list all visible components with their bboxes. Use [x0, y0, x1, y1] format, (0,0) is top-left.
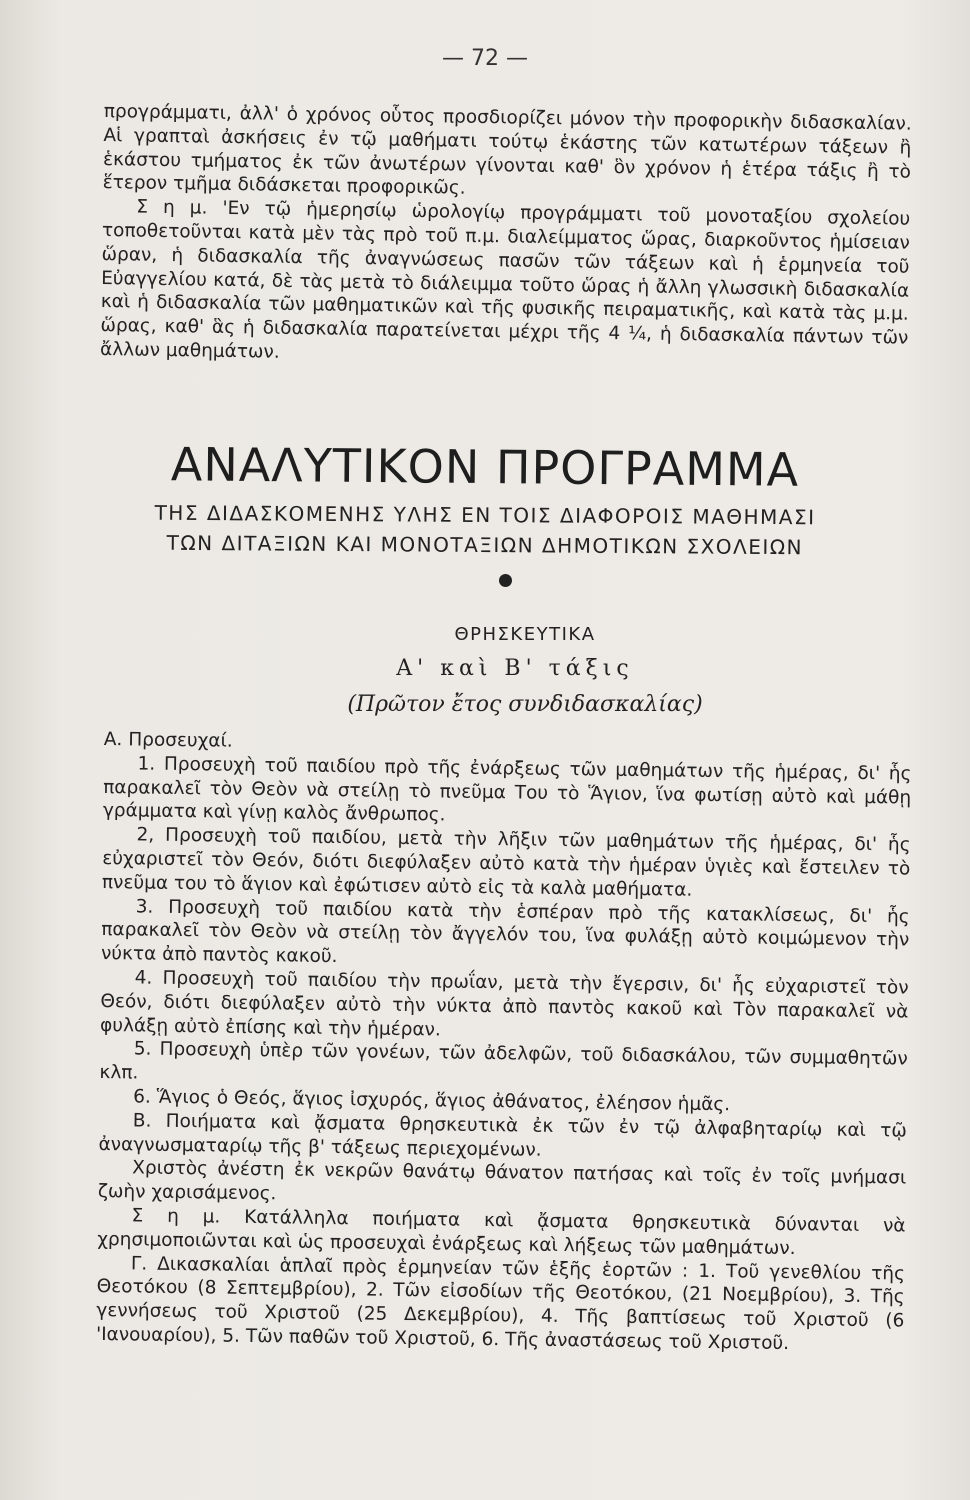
prayer-item-3: 3. Προσευχὴ τοῦ παιδίου κατὰ τὴν ἑσπέραν πρὸ τῆς κατακλίσεως, δι' ἧς παρακαλεῖ τὸν Θεὸν νὰ στείλῃ τὸν ἄγγελόν του, ἵνα φυλάξῃ αὐτὸ κοιμώμενον τὴν νύκτα ἀπὸ παντὸς κακοῦ. — [100, 896, 910, 968]
subtitle — [0, 497, 970, 564]
subtitle-line-2: ΤΩΝ ΔΙΤΑΞΙΩΝ ΚΑΙ ΜΟΝΟΤΑΞΙΩΝ ΔΗΜΟΤΙΚΩΝ ΣΧΟΛΕΙΩΝ — [166, 530, 804, 560]
intro-text — [100, 100, 912, 374]
prayer-item-1: 1. Προσευχὴ τοῦ παιδίου πρὸ τῆς ἐνάρξεως τῶν μαθημάτων τῆς ἡμέρας, δι' ἧς παρακαλεῖ τὸν Θεὸν νὰ στείλῃ τὸ πνεῦμα Του τὸ Ἅγιον, ἵνα φωτίσῃ αὐτὸ καὶ μάθῃ γράμματα καὶ γίνῃ καλὸς ἄνθρωπος. — [102, 753, 912, 826]
main-title: ΑΝΑΛΥΤΙΚΟΝ ΠΡΟΓΡΑΜΜΑ — [170, 437, 800, 497]
prayer-item-6: 6. Ἅγιος ὁ Θεός, ἅγιος ἰσχυρός, ἅγιος ἀθάνατος, ἐλέησον ἡμᾶς. — [133, 1086, 731, 1116]
section-c-text: Γ. Δικασκαλίαι ἁπλαῖ πρὸς ἑρμηνείαν τῶν ἑξῆς ἑορτῶν : 1. Τοῦ γενεθλίου τῆς Θεοτόκου (8 Σεπτεμβρίου), 2. Τῶν εἰσοδίων τῆς Θεοτόκου, (21 Νοεμβρίου), 3. Τῆς γεννήσεως τοῦ Χριστοῦ (25 Δεκεμβρίου), 4. Τῆς βαπτίσεως τοῦ Χριστοῦ (6 'Ιανουαρίου), 5. Τῶν παθῶν τοῦ Χριστοῦ, 6. Τῆς ἀναστάσεως τοῦ Χριστοῦ. — [95, 1252, 906, 1354]
prayer-item-4: 4. Προσευχὴ τοῦ παιδίου τὴν πρωΐαν, μετὰ τὴν ἔγερσιν, δι' ἧς εὐχαριστεῖ τὸν Θεόν, διότι διεφύλαξεν αὐτὸ τὴν νύκτα ἀπὸ παντὸς κακοῦ καὶ Τὸν παρακαλεῖ νὰ φυλάξῃ αὐτὸ ἐπίσης καὶ τὴν ἡμέραν. — [99, 967, 909, 1040]
hymn-text: Χριστὸς ἀνέστη ἐκ νεκρῶν θανάτῳ θάνατον πατήσας καὶ τοῖς ἐν τοῖς μνήμασι ζωὴν χαρισάμενος. — [97, 1157, 907, 1205]
intro-note: Σ η μ. 'Εν τῷ ἡμερησίῳ ὡρολογίῳ προγράμματι τοῦ μονοταξίου σχολείου τοποθετοῦνται κατὰ μὲν τὰς πρὸ τοῦ π.μ. διαλείμματος ὥρας, διαρκοῦντος ἡμίσειαν ὥραν, ἡ διδασκαλία τῆς ἀναγνώσεως πασῶν τῶν τάξεων καὶ ἡ ἑρμηνεία τοῦ Εὐαγγελίου κατά, δὲ τὰς μετὰ τὸ διάλειμμα τοῦτο ὥρας ἡ ἄλλη γλωσσικὴ διδασκαλία καὶ ἡ διδασκαλία τῶν μαθηματικῶν καὶ τῆς φυσικῆς πειραματικῆς, καὶ κατὰ τὰς μ.μ. ὥρας, καθ' ἃς ἡ διδασκαλία παρατείνεται μέχρι τῆς 4 ¼, ἡ διδασκαλία πάντων τῶν ἄλλων μαθημάτων. — [99, 196, 911, 363]
section-heading: ΘΡΗΣΚΕΥΤΙΚΑ — [454, 624, 596, 645]
prayer-item-2: 2, Προσευχὴ τοῦ παιδίου, μετὰ τὴν λῆξιν τῶν μαθημάτων τῆς ἡμέρας, δι' ἧς εὐχαριστεῖ τὸν Θεόν, διότι διεφύλαξεν αὐτὸ κατὰ τὴν ἡμέραν ὑγιὲς καὶ ἔστειλεν τὸ πνεῦμα του τὸ ἅγιον καὶ ἐφώτισεν αὐτὸ εἰς τὰ καλὰ μαθήματα. — [101, 824, 911, 901]
prayer-item-5: 5. Προσευχὴ ὑπὲρ τῶν γονέων, τῶν ἀδελφῶν, τοῦ διδασκάλου, τῶν συμμαθητῶν κλπ. — [99, 1038, 908, 1084]
section-a-heading: Α. Προσευχαί. — [103, 728, 233, 752]
year-note: (Πρῶτον ἔτος συνδιδασκαλίας) — [347, 692, 703, 717]
body-text — [96, 728, 912, 1357]
bullet-ornament — [499, 574, 512, 587]
note-text: Σ η μ. Κατάλληλα ποιήματα καὶ ᾄσματα θρησκευτικὰ δύνανται νὰ χρησιμοποιῶνται καὶ ὡς προσευχαὶ ἐνάρξεως καὶ λήξεως τῶν μαθημάτων. — [97, 1205, 906, 1259]
intro-paragraph: προγράμματι, ἀλλ' ὁ χρόνος οὗτος προσδιορίζει μόνον τὴν προφορικὴν διδασκαλίαν. Αἱ γραπταὶ ἀσκήσεις ἐν τῷ μαθήματι τούτῳ ἑκάστης τῶν κατωτέρων τάξεων ἢ ἑκάστου τμήματος ἐκ τῶν ἀνωτέρων γίνονται καθ' ὃν χρόνον ἡ ἑτέρα τάξις ἢ τὸ ἕτερον τμῆμα διδάσκεται προφορικῶς. — [102, 100, 912, 200]
section-b-heading: Β. Ποιήματα καὶ ᾄσματα θρησκευτικὰ ἐκ τῶν ἐν τῷ ἀλφαβηταρίῳ καὶ τῷ ἀναγνωσματαρίῳ τῆς β' τάξεως περιεχομένων. — [98, 1110, 907, 1161]
class-heading: Α' καὶ Β' τάξις — [396, 656, 634, 681]
subtitle-line-1: ΤΗΣ ΔΙΔΑΣΚΟΜΕΝΗΣ ΥΛΗΣ ΕΝ ΤΟΙΣ ΔΙΑΦΟΡΟΙΣ ΜΑΘΗΜΑΣΙ — [154, 500, 816, 530]
page-number: — 72 — — [442, 46, 528, 71]
